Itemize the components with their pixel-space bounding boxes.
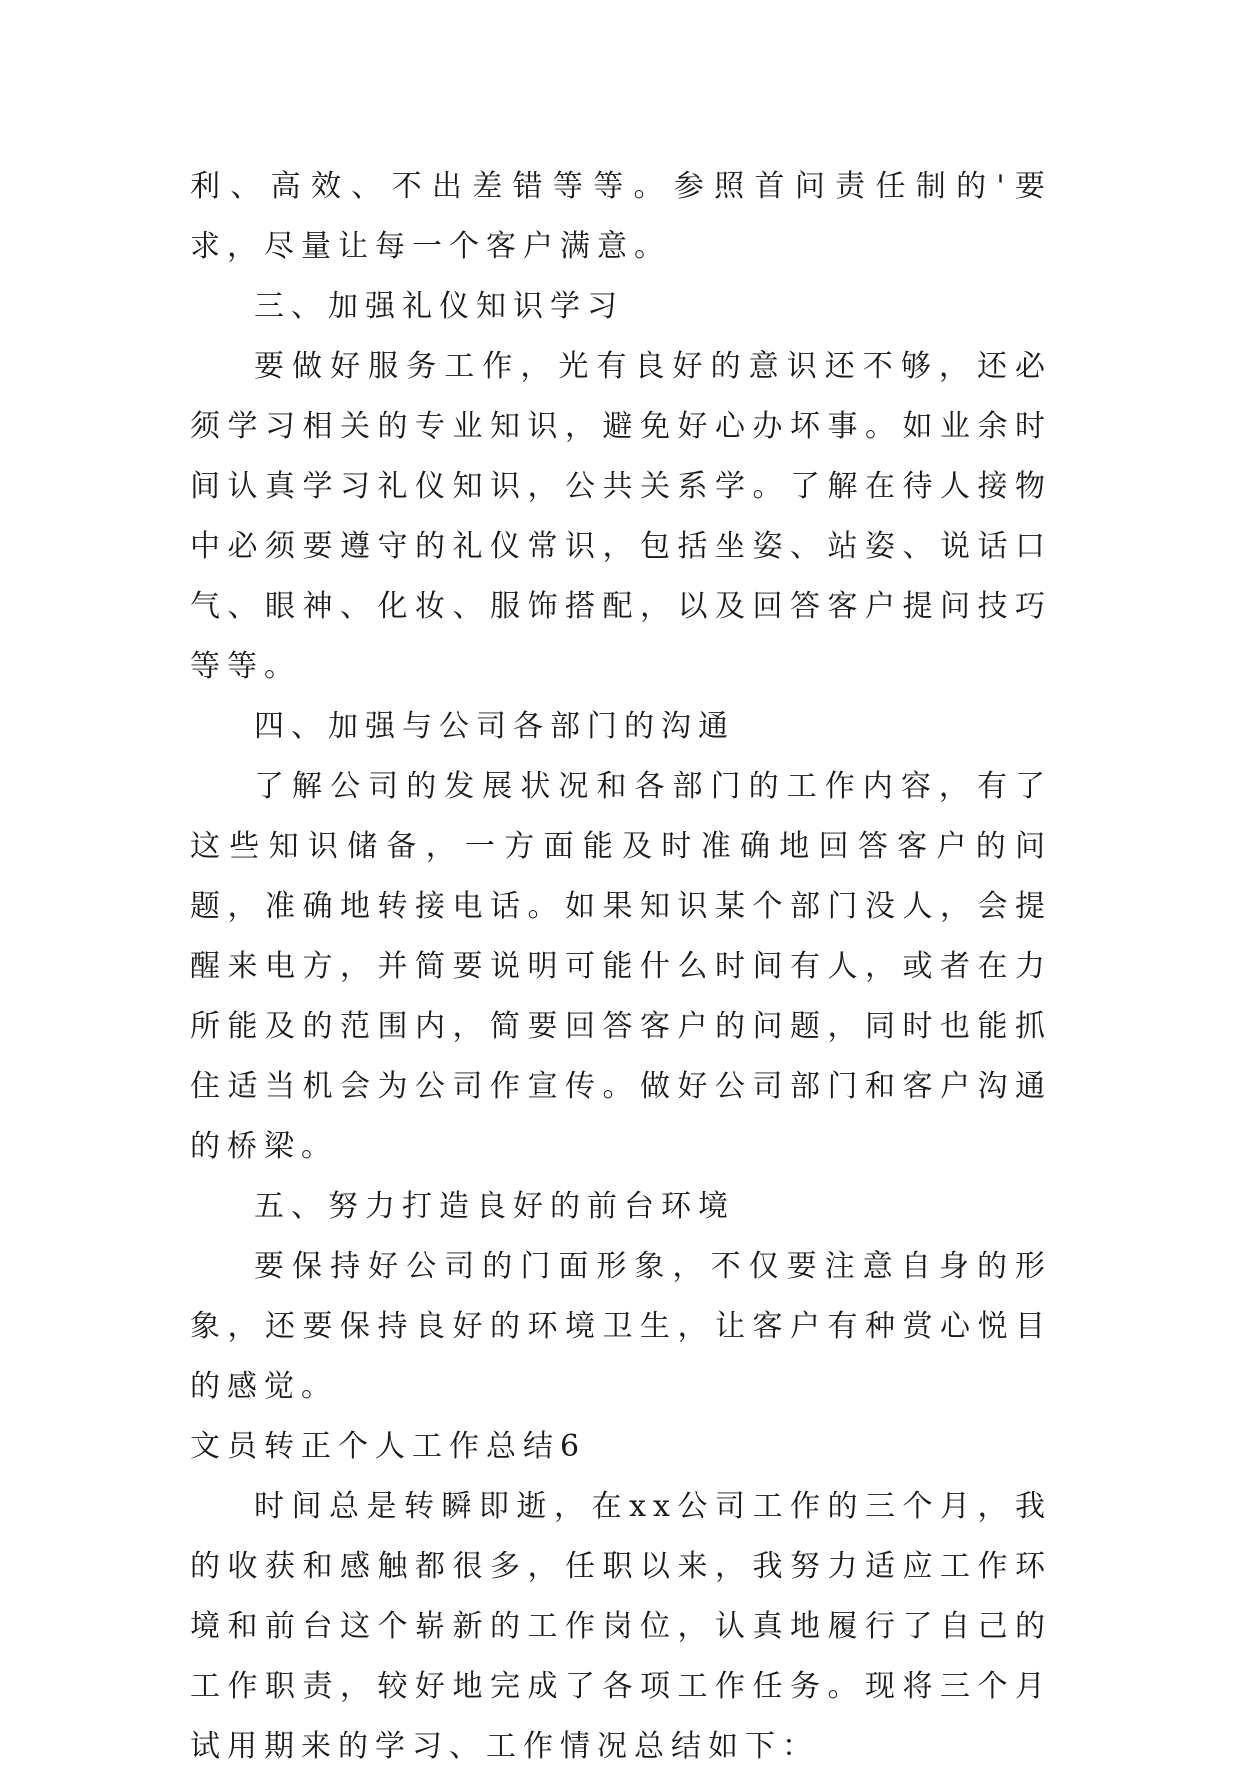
- paragraph-environment: 要保持好公司的门面形象，不仅要注意自身的形象，还要保持良好的环境卫生，让客户有种赏心悦目的感觉。: [190, 1249, 1052, 1404]
- paragraph-continued: 利、高效、不出差错等等。参照首问责任制的'要求，尽量让每一个客户满意。: [190, 169, 1052, 264]
- paragraph-communication: 了解公司的发展状况和各部门的工作内容，有了这些知识储备，一方面能及时准确地回答客户的问题，准确地转接电话。如果知识某个部门没人，会提醒来电方，并简要说明可能什么时间有人，或者在力所能及的范围内，简要回答客户的问题，同时也能抓住适当机会为公司作宣传。做好公司部门和客户沟通的桥梁。: [190, 769, 1052, 1164]
- document-title: 文员转正个人工作总结6: [190, 1429, 587, 1464]
- paragraph-etiquette: 要做好服务工作，光有良好的意识还不够，还必须学习相关的专业知识，避免好心办坏事。如业余时间认真学习礼仪知识，公共关系学。了解在待人接物中必须要遵守的礼仪常识，包括坐姿、站姿、说话口气、眼神、化妆、服饰搭配，以及回答客户提问技巧等等。: [190, 349, 1052, 684]
- section-heading-environment: 五、努力打造良好的前台环境: [254, 1189, 735, 1224]
- document-page: [190, 157, 1052, 1777]
- paragraph-summary-intro: 时间总是转瞬即逝，在xx公司工作的三个月，我的收获和感触都很多，任职以来，我努力适应工作环境和前台这个崭新的工作岗位，认真地履行了自己的工作职责，较好地完成了各项工作任务。现将三个月试用期来的学习、工作情况总结如下：: [190, 1489, 1052, 1764]
- section-heading-etiquette: 三、加强礼仪知识学习: [254, 289, 624, 324]
- section-heading-communication: 四、加强与公司各部门的沟通: [254, 709, 735, 744]
